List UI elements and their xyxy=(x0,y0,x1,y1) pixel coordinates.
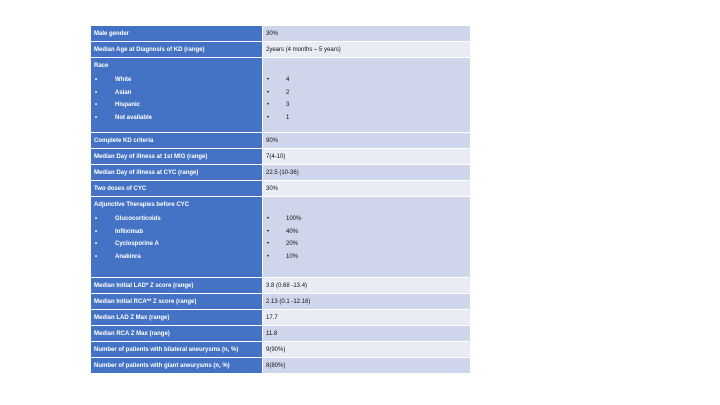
list-item: • 100% xyxy=(266,213,467,226)
race-title: Race xyxy=(94,63,109,69)
table-row xyxy=(91,294,471,310)
bullet-icon: • xyxy=(95,241,98,247)
row-label: Median Day of illness at 1st MIG (range) xyxy=(91,149,263,165)
table-row xyxy=(91,310,471,326)
list-item: • 40% xyxy=(266,226,467,239)
row-value: 22.5 (10-36) xyxy=(263,165,471,181)
row-label xyxy=(91,58,263,133)
table-row xyxy=(91,133,471,149)
table-row xyxy=(91,278,471,294)
row-value: 30% xyxy=(263,181,471,197)
bullet-icon: • xyxy=(95,77,98,83)
row-value: 17.7 xyxy=(263,310,471,326)
list-item: • Infliximab xyxy=(94,226,259,239)
row-label xyxy=(91,197,263,278)
row-value: 90% xyxy=(263,133,471,149)
bullet-icon: • xyxy=(267,89,270,96)
table-row xyxy=(91,165,471,181)
row-label: Median LAD Z Max (range) xyxy=(91,310,263,326)
list-item: • 10% xyxy=(266,251,467,264)
table-row xyxy=(91,181,471,197)
row-label: Median Initial RCA** Z score (range) xyxy=(91,294,263,310)
list-item: • Glucocorticoids xyxy=(94,213,259,226)
table-row xyxy=(91,358,471,374)
list-item: • Anakinra xyxy=(94,251,259,264)
row-value: 7(4-10) xyxy=(263,149,471,165)
therapies-values xyxy=(266,213,467,263)
table-row xyxy=(91,26,471,42)
row-label: Median Day of illness at CYC (range) xyxy=(91,165,263,181)
row-label: Median Age at Diagnosis of KD (range) xyxy=(91,42,263,58)
bullet-icon: • xyxy=(95,228,98,235)
row-value xyxy=(263,58,471,133)
bullet-icon: • xyxy=(95,114,98,121)
list-item: • Not available xyxy=(94,112,259,125)
bullet-icon: • xyxy=(267,114,270,121)
table-row xyxy=(91,42,471,58)
row-label: Male gender xyxy=(91,26,263,42)
table-row xyxy=(91,197,471,278)
characteristics-table xyxy=(90,25,471,374)
list-item: • Cyclosporine A xyxy=(94,238,259,251)
row-label: Number of patients with giant aneurysms (n, %) xyxy=(91,358,263,374)
table-row xyxy=(91,58,471,133)
bullet-icon: • xyxy=(95,89,98,96)
row-value: 2years (4 months – 5 years) xyxy=(263,42,471,58)
row-label: Two doses of CYC xyxy=(91,181,263,197)
bullet-icon: • xyxy=(267,216,270,222)
list-item: • 4 xyxy=(266,74,467,87)
bullet-icon: • xyxy=(267,228,270,235)
therapies-title: Adjunctive Therapies before CYC xyxy=(94,202,190,208)
row-value: 3.8 (0.68 -13.4) xyxy=(263,278,471,294)
row-value: 9(90%) xyxy=(263,342,471,358)
row-value: 2.13 (0.1 -12.16) xyxy=(263,294,471,310)
race-list xyxy=(94,74,259,124)
list-item: • Hispanic xyxy=(94,99,259,112)
table-row xyxy=(91,342,471,358)
list-item: • 1 xyxy=(266,112,467,125)
bullet-icon: • xyxy=(267,253,270,260)
row-value: 8(80%) xyxy=(263,358,471,374)
bullet-icon: • xyxy=(267,102,270,108)
table-row xyxy=(91,149,471,165)
row-value: 30% xyxy=(263,26,471,42)
list-item: • 2 xyxy=(266,87,467,100)
row-value xyxy=(263,197,471,278)
table-row xyxy=(91,326,471,342)
bullet-icon: • xyxy=(95,253,98,260)
race-values xyxy=(266,74,467,124)
bullet-icon: • xyxy=(267,77,270,83)
row-label: Median Initial LAD* Z score (range) xyxy=(91,278,263,294)
bullet-icon: • xyxy=(95,102,98,108)
therapies-list xyxy=(94,213,259,263)
row-label: Complete KD criteria xyxy=(91,133,263,149)
row-label: Number of patients with bilateral aneurysms (n, %) xyxy=(91,342,263,358)
row-value: 11.8 xyxy=(263,326,471,342)
list-item: • 3 xyxy=(266,99,467,112)
bullet-icon: • xyxy=(95,216,98,222)
list-item: • Asian xyxy=(94,87,259,100)
list-item: • White xyxy=(94,74,259,87)
row-label: Median RCA Z Max (range) xyxy=(91,326,263,342)
list-item: • 20% xyxy=(266,238,467,251)
bullet-icon: • xyxy=(267,241,270,247)
